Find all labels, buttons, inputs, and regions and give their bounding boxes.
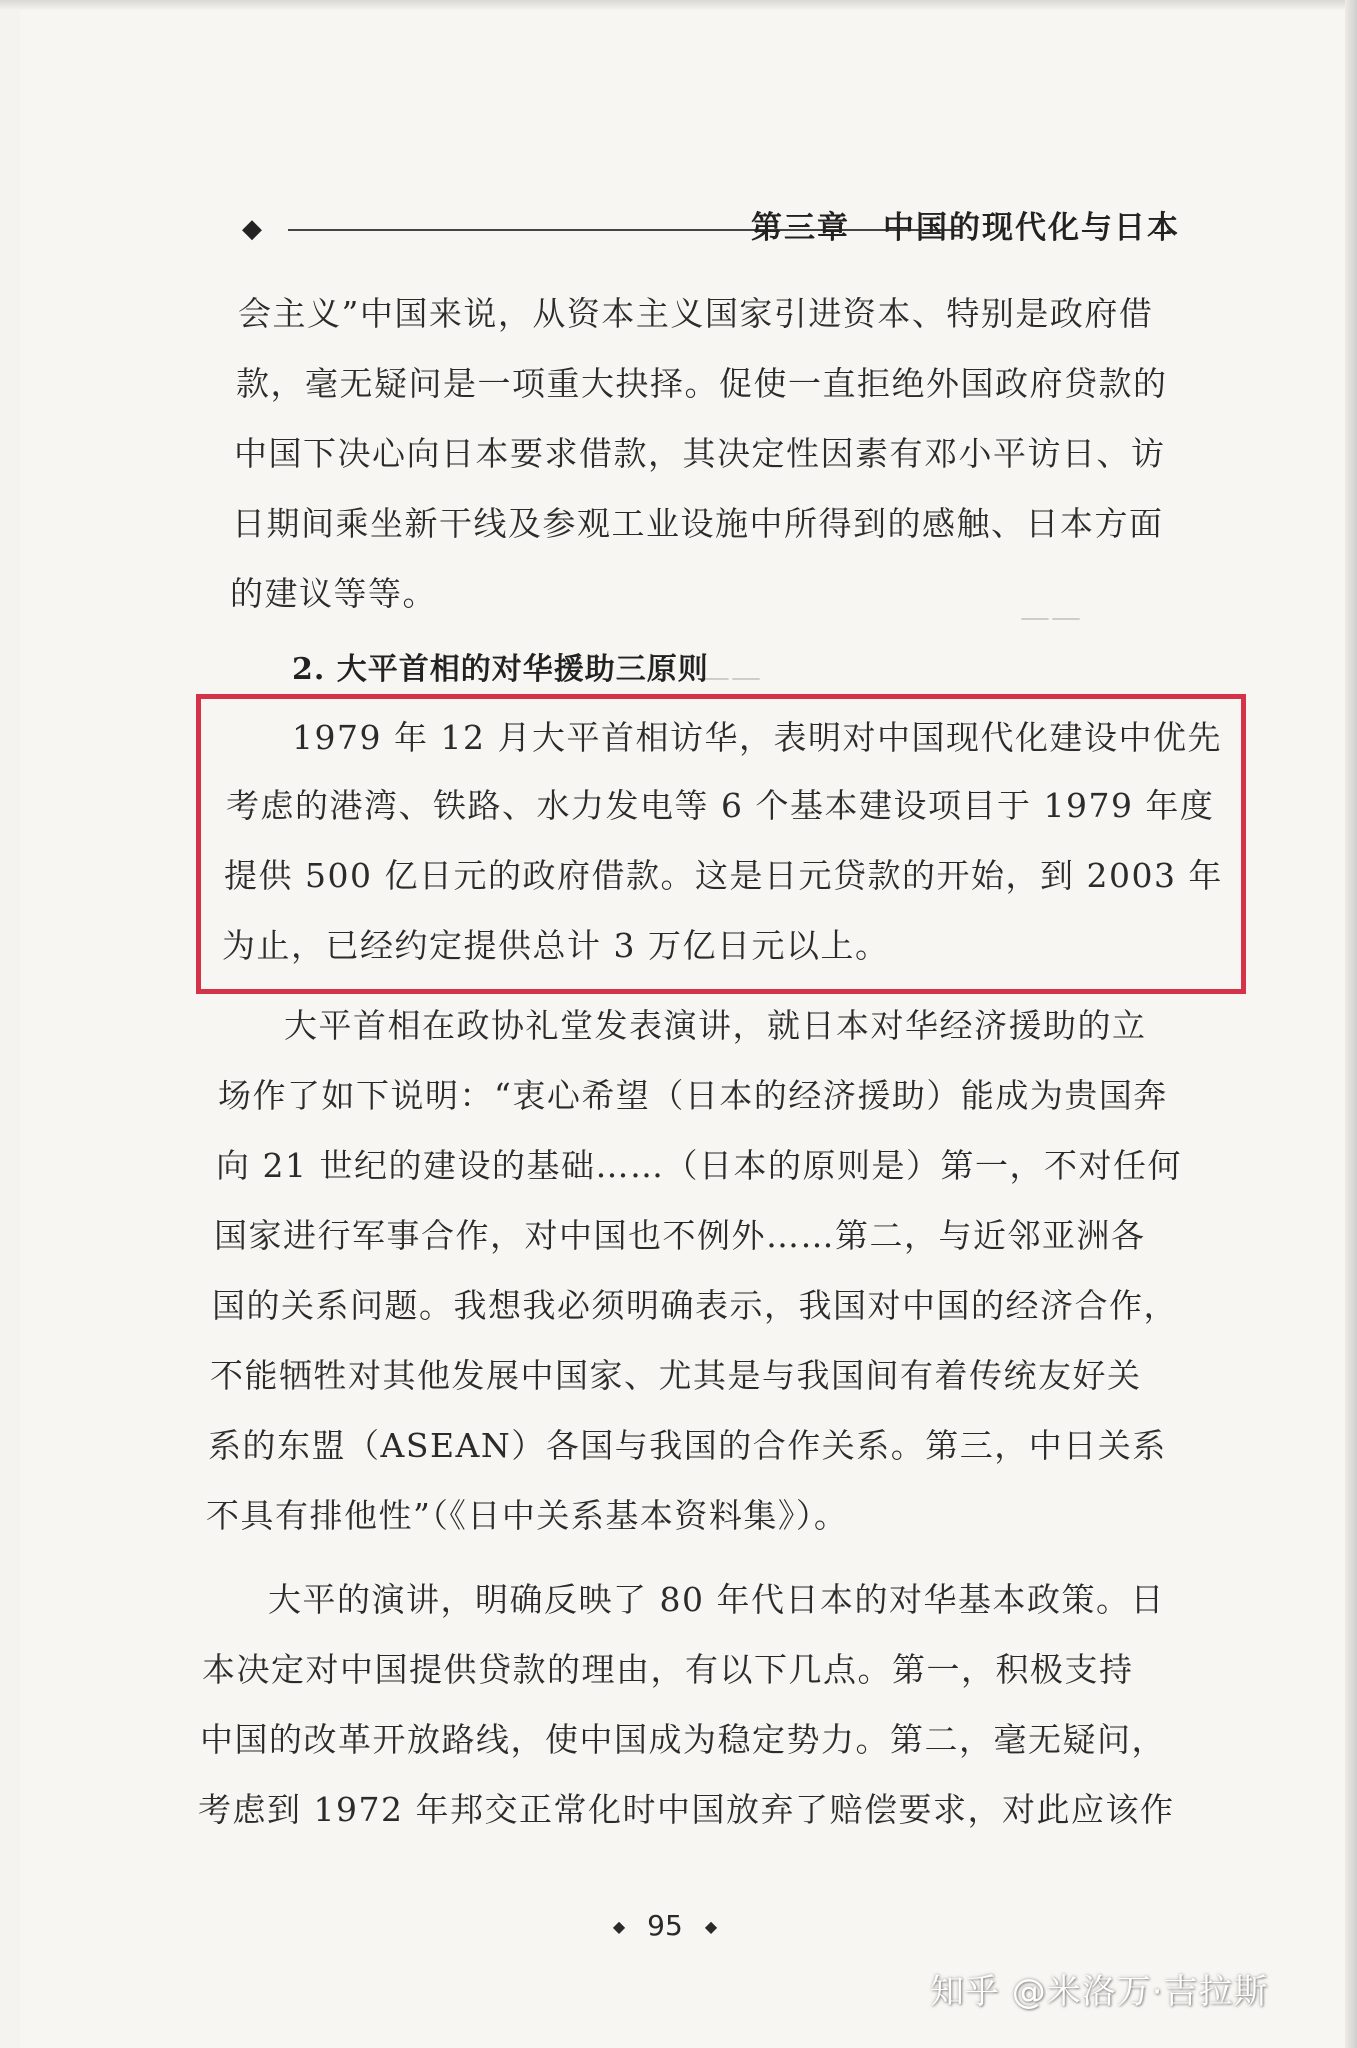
text-line: 中国下决心向日本要求借款，其决定性因素有邓小平访日、访 [234,434,1166,473]
text-line: 日期间乘坐新干线及参观工业设施中所得到的感触、日本方面 [232,504,1164,543]
text-line: 考虑到 1972 年邦交正常化时中国放弃了赔偿要求，对此应该作 [198,1790,1175,1829]
header-diamond-icon: ◆ [242,214,262,244]
text-line: 不具有排他性”（《日中关系基本资料集》）。 [206,1496,849,1535]
highlighted-text-line: 考虑的港湾、铁路、水力发电等 6 个基本建设项目于 1979 年度 [226,786,1215,825]
text-line: 大平的演讲，明确反映了 80 年代日本的对华基本政策。日 [268,1580,1165,1619]
running-header [240,210,1180,260]
text-line: 款，毫无疑问是一项重大抉择。促使一直拒绝外国政府贷款的 [236,364,1168,403]
text-line: 会主义”中国来说，从资本主义国家引进资本、特别是政府借 [238,294,1154,333]
page-number [580,1906,750,1947]
footer-diamond-icon: ◆ [704,1917,718,1936]
highlighted-text-line: 提供 500 亿日元的政府借款。这是日元贷款的开始，到 2003 年 [224,856,1223,895]
text-line: 国家进行军事合作，对中国也不例外……第二，与近邻亚洲各 [214,1216,1146,1255]
text-line: 国的关系问题。我想我必须明确表示，我国对中国的经济合作， [212,1286,1178,1325]
page-number-value: 95 [647,1909,683,1942]
text-line: 场作了如下说明：“衷心希望（日本的经济援助）能成为贵国奔 [218,1076,1168,1115]
page-top-shadow [0,0,1357,10]
text-line: 向 21 世纪的建设的基础……（日本的原则是）第一，不对任何 [216,1146,1182,1185]
text-line: 的建议等等。 [230,574,437,613]
chapter-title: 第三章 中国的现代化与日本 [751,210,1180,246]
section-heading: 2. 大平首相的对华援助三原则 [292,652,709,687]
show-through-mark: —— [1020,600,1082,635]
highlighted-text-line: 为止，已经约定提供总计 3 万亿日元以上。 [222,926,890,965]
text-line: 中国的改革开放路线，使中国成为稳定势力。第二，毫无疑问， [200,1720,1166,1759]
text-line: 本决定对中国提供贷款的理由，有以下几点。第一，积极支持 [202,1650,1134,1689]
highlighted-text-line: 1979 年 12 月大平首相访华，表明对中国现代化建设中优先 [292,718,1222,757]
text-line: 大平首相在政协礼堂发表演讲，就日本对华经济援助的立 [284,1006,1147,1045]
show-through-mark: —— [700,660,762,695]
text-line: 系的东盟（ASEAN）各国与我国的合作关系。第三，中日关系 [208,1426,1167,1465]
text-line: 不能牺牲对其他发展中国家、尤其是与我国间有着传统友好关 [210,1356,1142,1395]
zhihu-watermark: 知乎 @米洛万·吉拉斯 [930,1972,1269,2012]
page-right-edge [1345,0,1357,2048]
footer-diamond-icon: ◆ [612,1917,626,1936]
